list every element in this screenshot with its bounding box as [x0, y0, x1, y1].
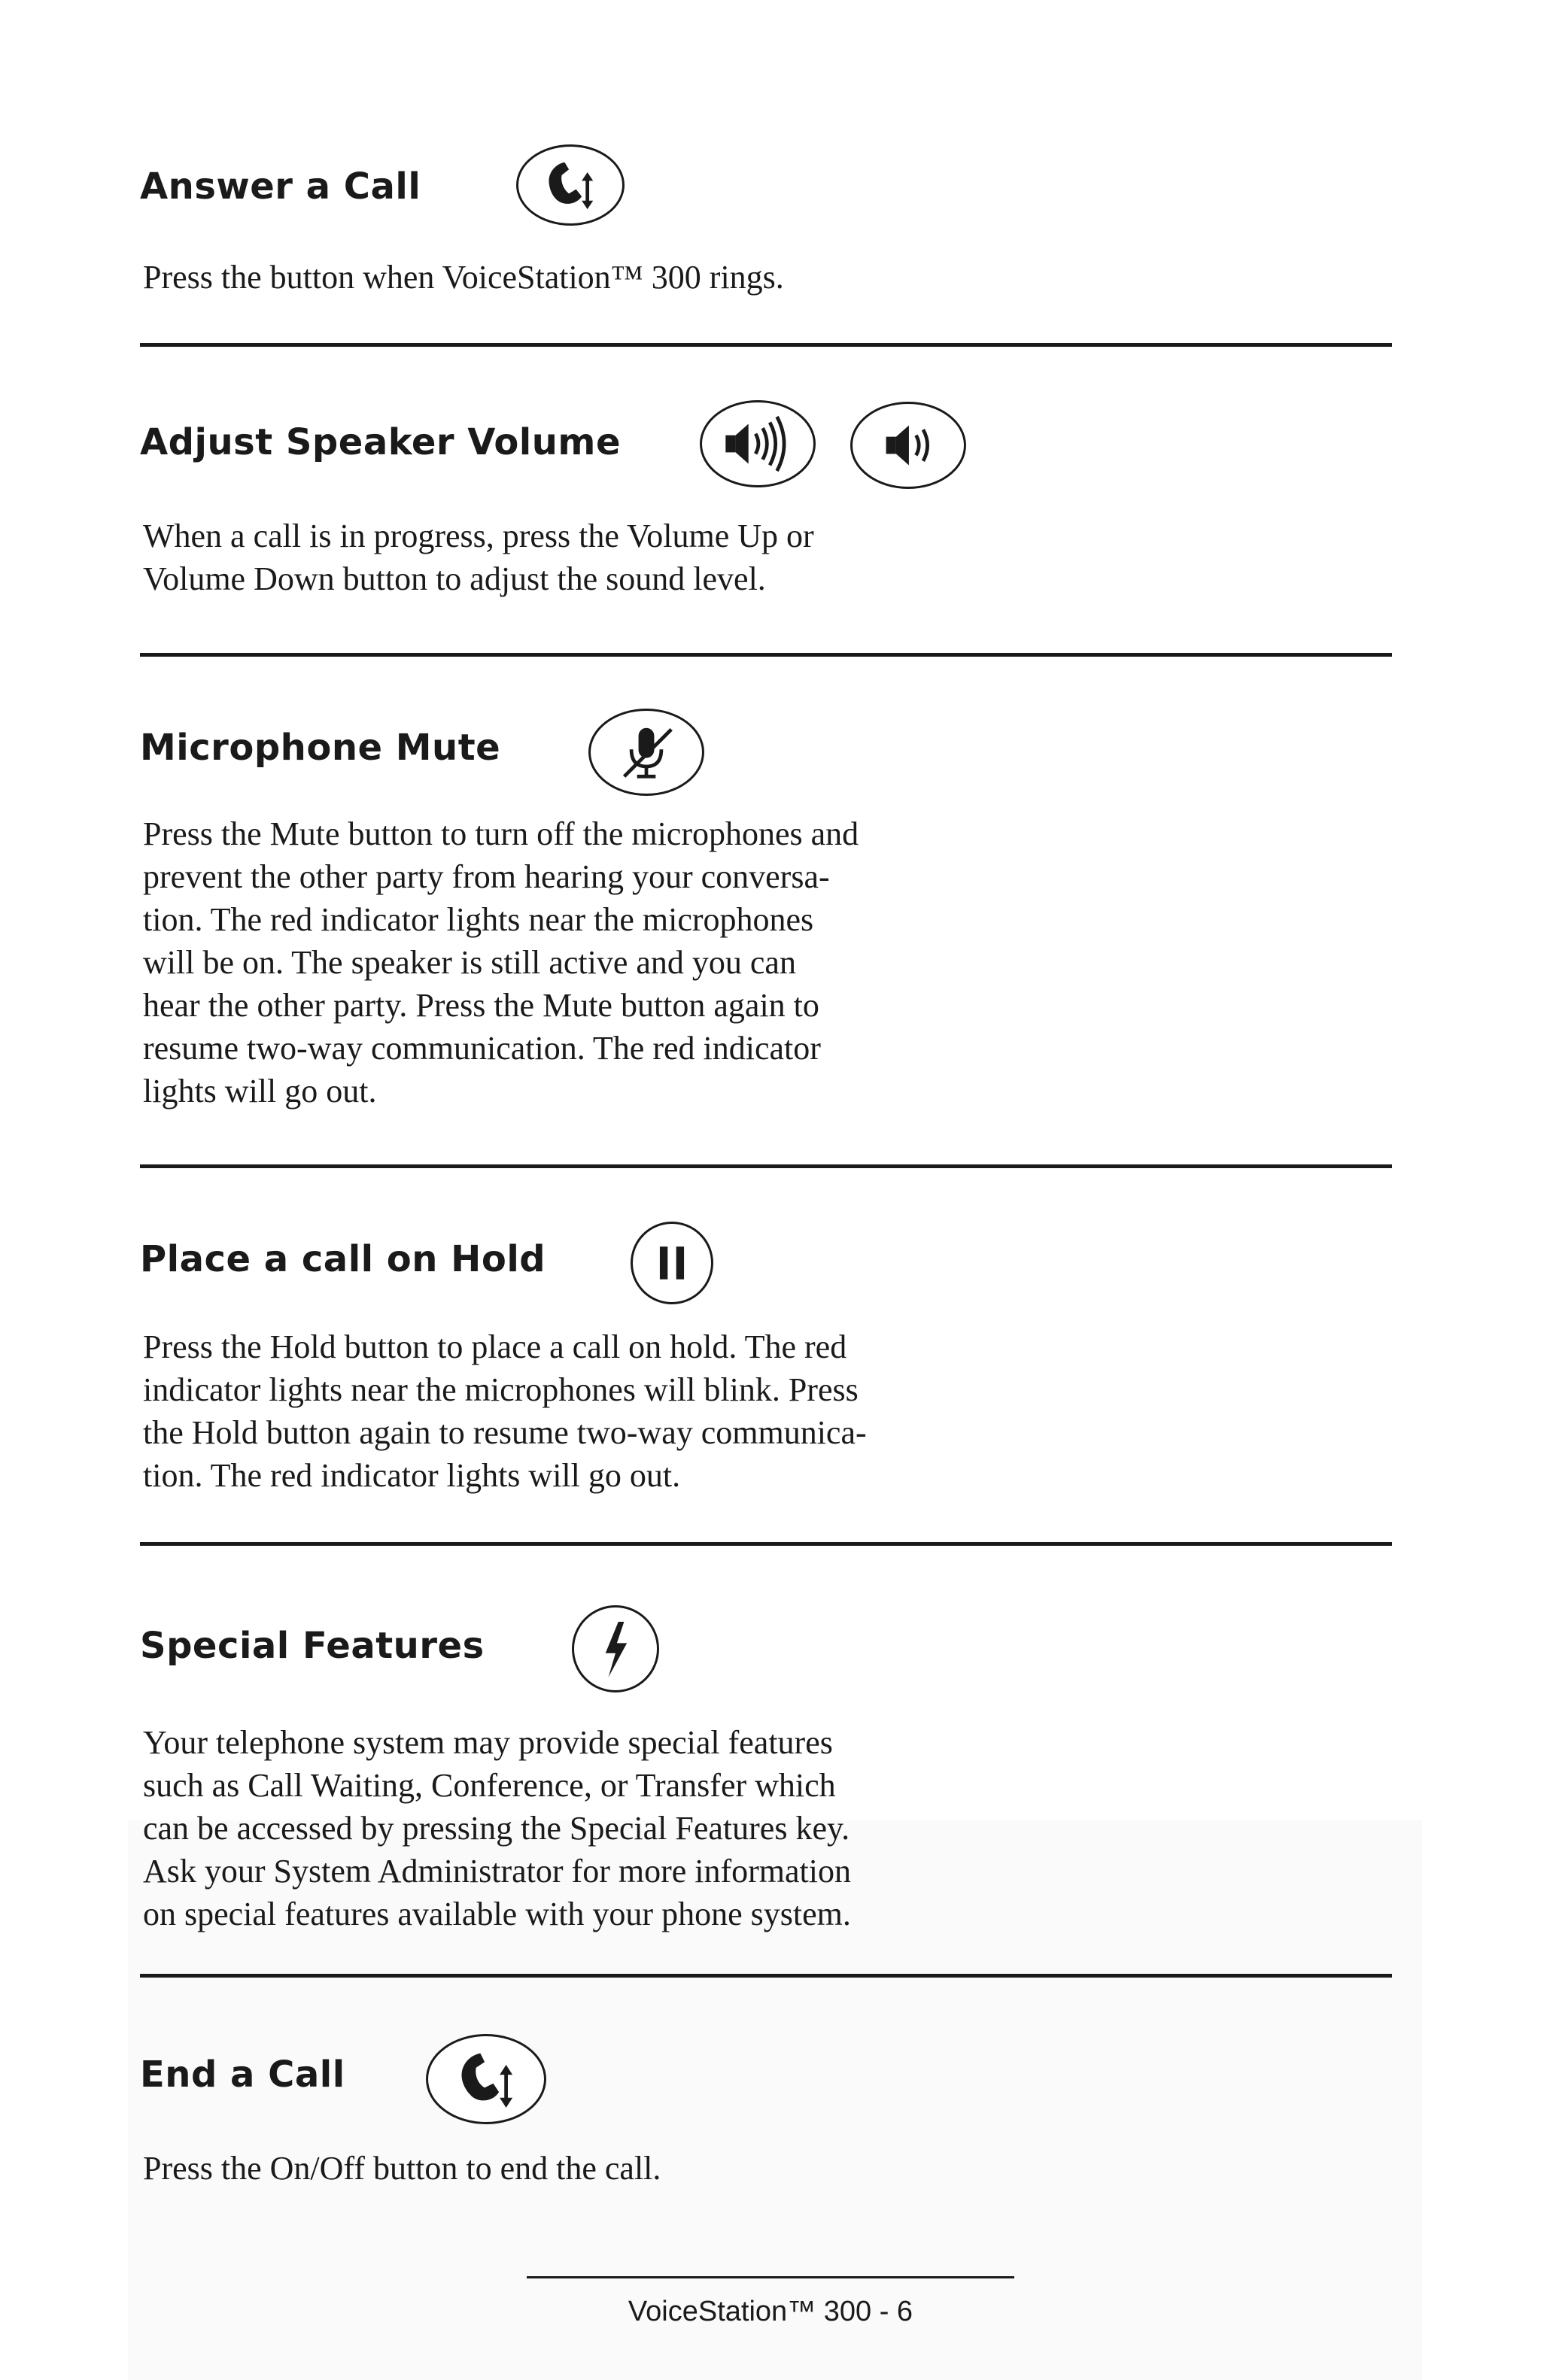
- body-line: on special features available with your phone system.: [143, 1896, 851, 1932]
- section-body: [143, 515, 814, 600]
- body-line: will be on. The speaker is still active and you can: [143, 944, 796, 981]
- section-divider: [140, 343, 1392, 347]
- section-end-call: [140, 2023, 1389, 2204]
- lightning-bolt-icon: [572, 1605, 659, 1692]
- section-body: [143, 1325, 867, 1497]
- section-call-hold: [140, 1211, 1389, 1542]
- volume-down-icon: [850, 402, 966, 489]
- section-title: Adjust Speaker Volume: [140, 421, 621, 463]
- body-line: When a call is in progress, press the Volume Up or: [143, 518, 814, 554]
- section-title: End a Call: [140, 2054, 345, 2096]
- section-body: [143, 812, 859, 1113]
- phone-handset-icon: [516, 144, 625, 226]
- section-title: Microphone Mute: [140, 727, 501, 769]
- body-line: hear the other party. Press the Mute button again to: [143, 987, 819, 1024]
- section-title: Place a call on Hold: [140, 1238, 546, 1280]
- section-special-features: [140, 1595, 1389, 1956]
- section-body: [143, 256, 784, 299]
- body-line: Volume Down button to adjust the sound level.: [143, 560, 766, 597]
- body-line: Ask your System Administrator for more information: [143, 1853, 851, 1890]
- section-body: [143, 2147, 661, 2190]
- section-microphone-mute: [140, 700, 1389, 1151]
- body-line: can be accessed by pressing the Special Features key.: [143, 1810, 850, 1847]
- section-divider: [140, 1164, 1392, 1168]
- section-adjust-volume: [140, 391, 1389, 617]
- section-title: Special Features: [140, 1625, 485, 1667]
- body-line: the Hold button again to resume two-way communica-: [143, 1414, 867, 1451]
- section-title: Answer a Call: [140, 165, 421, 208]
- body-line: tion. The red indicator lights near the microphones: [143, 901, 814, 938]
- section-body: [143, 1721, 851, 1935]
- body-line: Press the button when VoiceStation™ 300 rings.: [143, 259, 784, 296]
- body-line: prevent the other party from hearing your conversa-: [143, 858, 830, 895]
- microphone-mute-icon: [588, 709, 704, 796]
- section-divider: [140, 1974, 1392, 1978]
- body-line: tion. The red indicator lights will go out.: [143, 1457, 681, 1494]
- section-divider: [140, 653, 1392, 657]
- body-line: resume two-way communication. The red indicator: [143, 1030, 821, 1067]
- page-footer: VoiceStation™ 300 - 6: [628, 2296, 913, 2327]
- body-line: Press the Mute button to turn off the microphones and: [143, 815, 859, 852]
- volume-up-icon: [700, 400, 816, 487]
- section-answer-call: [140, 135, 1389, 316]
- body-line: Press the On/Off button to end the call.: [143, 2150, 661, 2187]
- body-line: lights will go out.: [143, 1073, 377, 1110]
- footer-divider: [527, 2276, 1014, 2278]
- phone-handset-icon: [426, 2034, 546, 2124]
- body-line: Press the Hold button to place a call on hold. The red: [143, 1328, 847, 1365]
- section-divider: [140, 1542, 1392, 1546]
- body-line: indicator lights near the microphones will blink. Press: [143, 1371, 859, 1408]
- pause-icon: [631, 1222, 713, 1304]
- body-line: such as Call Waiting, Conference, or Transfer which: [143, 1767, 836, 1804]
- body-line: Your telephone system may provide special features: [143, 1724, 833, 1761]
